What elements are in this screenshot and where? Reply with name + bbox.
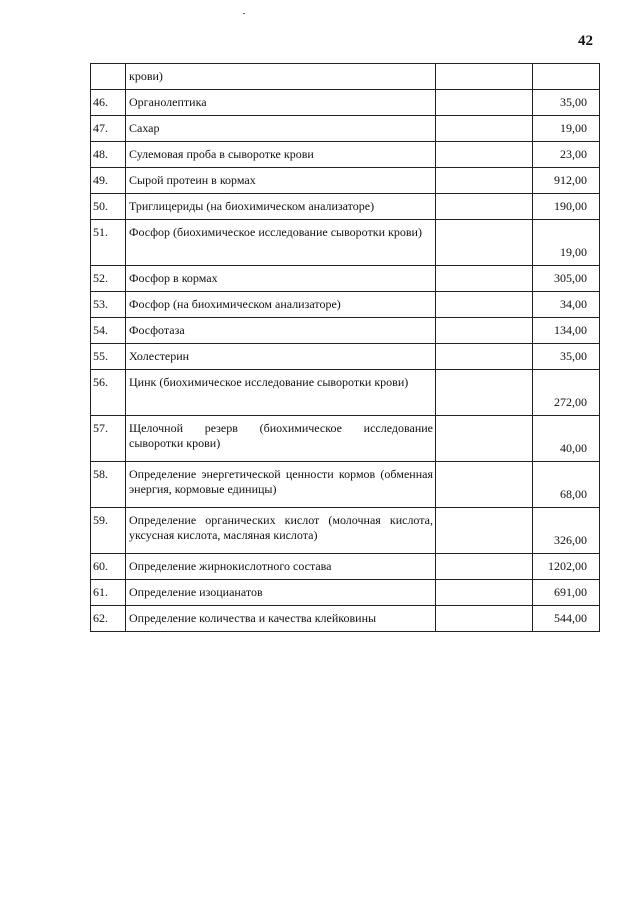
- row-number-cell: 62.: [91, 606, 126, 632]
- table-row: [91, 580, 600, 606]
- table-row: [91, 116, 600, 142]
- row-number-cell: 56.: [91, 370, 126, 416]
- table-row: [91, 168, 600, 194]
- price-table: [90, 63, 600, 632]
- empty-cell: [436, 508, 533, 554]
- service-name-cell: Фосфор (на биохимическом анализаторе): [126, 292, 436, 318]
- service-name-cell: Сырой протеин в кормах: [126, 168, 436, 194]
- service-name-cell: Определение энергетической ценности кормов (обменная энергия, кормовые единицы): [126, 462, 436, 508]
- table-body: [91, 64, 600, 632]
- price-cell: 40,00: [533, 416, 600, 462]
- table-row: [91, 64, 600, 90]
- price-cell: 305,00: [533, 266, 600, 292]
- row-number-cell: [91, 64, 126, 90]
- service-name-cell: Сахар: [126, 116, 436, 142]
- service-name-cell: крови): [126, 64, 436, 90]
- empty-cell: [436, 606, 533, 632]
- service-name-cell: Сулемовая проба в сыворотке крови: [126, 142, 436, 168]
- price-cell: 544,00: [533, 606, 600, 632]
- table-row: [91, 508, 600, 554]
- row-number-cell: 49.: [91, 168, 126, 194]
- row-number-cell: 61.: [91, 580, 126, 606]
- row-number-cell: 55.: [91, 344, 126, 370]
- service-name-cell: Определение количества и качества клейковины: [126, 606, 436, 632]
- table-row: [91, 90, 600, 116]
- empty-cell: [436, 462, 533, 508]
- empty-cell: [436, 292, 533, 318]
- row-number-cell: 59.: [91, 508, 126, 554]
- row-number-cell: 52.: [91, 266, 126, 292]
- empty-cell: [436, 168, 533, 194]
- row-number-cell: 57.: [91, 416, 126, 462]
- row-number-cell: 47.: [91, 116, 126, 142]
- table-row: [91, 220, 600, 266]
- empty-cell: [436, 370, 533, 416]
- table-row: [91, 606, 600, 632]
- empty-cell: [436, 90, 533, 116]
- price-cell: 19,00: [533, 116, 600, 142]
- row-number-cell: 60.: [91, 554, 126, 580]
- empty-cell: [436, 220, 533, 266]
- service-name-cell: Холестерин: [126, 344, 436, 370]
- empty-cell: [436, 116, 533, 142]
- table-row: [91, 292, 600, 318]
- table-row: [91, 344, 600, 370]
- price-cell: 326,00: [533, 508, 600, 554]
- row-number-cell: 50.: [91, 194, 126, 220]
- service-name-cell: Определение жирнокислотного состава: [126, 554, 436, 580]
- price-cell: 35,00: [533, 90, 600, 116]
- price-cell: 912,00: [533, 168, 600, 194]
- empty-cell: [436, 142, 533, 168]
- service-name-cell: Определение изоцианатов: [126, 580, 436, 606]
- price-cell: 1202,00: [533, 554, 600, 580]
- service-name-cell: Фосфотаза: [126, 318, 436, 344]
- empty-cell: [436, 554, 533, 580]
- price-cell: 35,00: [533, 344, 600, 370]
- page-number: 42: [578, 33, 593, 49]
- service-name-cell: Цинк (биохимическое исследование сыворотки крови): [126, 370, 436, 416]
- price-cell: 691,00: [533, 580, 600, 606]
- table-row: [91, 142, 600, 168]
- price-cell: 68,00: [533, 462, 600, 508]
- empty-cell: [436, 344, 533, 370]
- empty-cell: [436, 416, 533, 462]
- price-cell: [533, 64, 600, 90]
- service-name-cell: Триглицериды (на биохимическом анализаторе): [126, 194, 436, 220]
- empty-cell: [436, 318, 533, 344]
- price-cell: 272,00: [533, 370, 600, 416]
- service-name-cell: Определение органических кислот (молочная кислота, уксусная кислота, масляная кислота): [126, 508, 436, 554]
- row-number-cell: 48.: [91, 142, 126, 168]
- table-row: [91, 370, 600, 416]
- table-row: [91, 318, 600, 344]
- table-row: [91, 194, 600, 220]
- price-cell: 190,00: [533, 194, 600, 220]
- price-cell: 23,00: [533, 142, 600, 168]
- price-cell: 34,00: [533, 292, 600, 318]
- table-row: [91, 554, 600, 580]
- empty-cell: [436, 266, 533, 292]
- service-name-cell: Фосфор в кормах: [126, 266, 436, 292]
- price-cell: 134,00: [533, 318, 600, 344]
- empty-cell: [436, 194, 533, 220]
- row-number-cell: 51.: [91, 220, 126, 266]
- price-cell: 19,00: [533, 220, 600, 266]
- table-row: [91, 462, 600, 508]
- row-number-cell: 54.: [91, 318, 126, 344]
- scan-speck: [243, 13, 245, 14]
- table-row: [91, 266, 600, 292]
- row-number-cell: 58.: [91, 462, 126, 508]
- empty-cell: [436, 64, 533, 90]
- service-name-cell: Фосфор (биохимическое исследование сыворотки крови): [126, 220, 436, 266]
- service-name-cell: Органолептика: [126, 90, 436, 116]
- row-number-cell: 53.: [91, 292, 126, 318]
- table-row: [91, 416, 600, 462]
- row-number-cell: 46.: [91, 90, 126, 116]
- service-name-cell: Щелочной резерв (биохимическое исследование сыворотки крови): [126, 416, 436, 462]
- empty-cell: [436, 580, 533, 606]
